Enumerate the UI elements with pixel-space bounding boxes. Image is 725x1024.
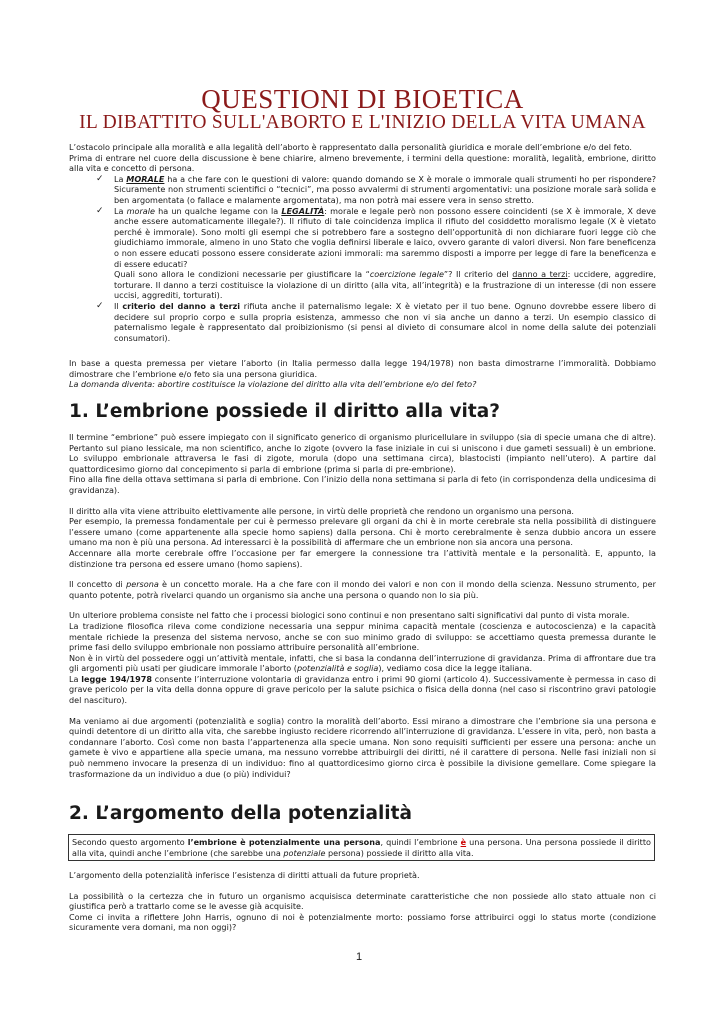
bullet-morale xyxy=(69,174,656,206)
bullet-text: ha a che fare con le questioni di valore: quando domando se X è morale o immorale quali strumenti ho per rispondere? Sicuramente non strumenti scientifici o “tecnici”, ma posso avvalermi di strumenti argomentativi: una posizione morale sarà solida e ben argomentata (o fallace e malamente argomentata), ma non potrà mai essere vera in senso stretto. xyxy=(114,173,656,205)
section-1-heading: 1. L’embrione possiede il diritto alla vita? xyxy=(69,401,500,422)
paragraph-italic: potenzialità e soglia xyxy=(296,663,379,674)
section-2-paragraph: Come ci invita a riflettere John Harris, ognuno di noi è potenzialmente morto: possiamo forse attribuirci oggi lo status morte (condizione sicuramente vera domani, ma non oggi)? xyxy=(69,911,656,933)
premise-question xyxy=(69,379,656,390)
section-2-body xyxy=(69,870,656,933)
paragraph-text: La xyxy=(69,673,82,684)
bullet-text: Quali sono allora le condizioni necessarie per giustificare la “ xyxy=(114,269,370,280)
underlined-term: danno a terzi xyxy=(512,269,568,280)
intro-paragraph-2: Prima di entrare nel cuore della discussione è bene chiarire, almeno brevemente, i termini della questione: moralità, legalità, embrione, diritto alla vita e concetto di persona. xyxy=(69,152,656,174)
box-italic: potenziale xyxy=(283,847,326,858)
check-icon: ✓ xyxy=(96,300,104,311)
keyword-danno-terzi: criterio del danno a terzi xyxy=(122,300,241,311)
section-2-paragraph: L’argomento della potenzialità inferisce l’esistenza di diritti attuali da future proprietà. xyxy=(69,870,420,880)
box-text: , quindi l’embrione xyxy=(380,837,461,847)
paragraph-text: Il concetto di xyxy=(69,579,127,590)
section-1-paragraph: Un ulteriore problema consiste nel fatto che i processi biologici sono continui e non presentano salti significativi dal punto di vista morale. xyxy=(69,610,630,621)
bullet-text: : uccidere, aggredire, torturare. Il danno a terzi costituisce la violazione di un diritto (alla vita, all’integrità) e la frustrazione di un interesse (di non essere uccisi, aggrediti, torturati). xyxy=(114,269,656,301)
box-bold: l’embrione è potenzialmente una persona xyxy=(187,837,381,847)
section-1-paragraph: Accennare alla morte cerebrale offre l’occasione per far emergere la connessione tra l’attività mentale e la personalità. E, appunto, la distinzione tra persona ed essere umano (homo sapiens). xyxy=(69,547,656,569)
bullet-text: La xyxy=(114,205,127,216)
bullet-danno-terzi xyxy=(69,301,656,343)
box-text: Secondo questo argomento xyxy=(72,837,188,847)
paragraph-bold: legge 194/1978 xyxy=(81,673,152,684)
bullet-text: La xyxy=(114,173,127,184)
bullet-italic: morale xyxy=(126,205,155,216)
section-1-paragraph: Fino alla fine della ottava settimana si parla di embrione. Con l’inizio della nona settimana si parla di feto (in corrispondenza della undicesima di gravidanza). xyxy=(69,474,656,495)
box-text: una persona. Una persona possiede il diritto alla vita, quindi anche l’embrione (che sarebbe una xyxy=(72,837,651,858)
bullet-subparagraph xyxy=(114,269,656,301)
bullet-legalita xyxy=(69,206,656,301)
bullet-text: ha un qualche legame con la xyxy=(154,205,282,216)
section-1-paragraph: Il diritto alla vita viene attribuito elettivamente alle persone, in virtù delle proprietà che rendono un organismo una persona. xyxy=(69,505,574,516)
intro-paragraph-1: L’ostacolo principale alla moralità e alla legalità dell’aborto è rappresentato dalla personalità giuridica e morale dell’embrione e/o del feto. xyxy=(69,142,632,152)
argument-box xyxy=(68,834,655,861)
box-emphasis: è xyxy=(460,837,467,847)
section-1-paragraph: Ma veniamo ai due argomenti (potenzialità e soglia) contro la moralità dell’aborto. Essi mirano a dimostrare che l’embrione sia una persona e quindi detentore di un diritto alla vita, che sarebbe ingiusto recidere ricorrendo all’interruzione di gravidanza. L’essere in vita, però, non basta a condannare l’aborto. Così come non basta l’appartenenza alla specie umana. Non sono requisiti sufficienti per essere una persona: anche un gamete è vivo e appartiene alla specie umana, ma nessuno vorrebbe attribuirgli dei diritti, né il carattere di persona. Nelle fasi iniziali non si può nemmeno invocare la presenza di un individuo: fino al quattordicesimo giorno circa è possibile la divisione gemellare. Come spiegare la trasformazione da un individuo a due (o più) individui? xyxy=(69,715,656,779)
page-number: 1 xyxy=(356,951,363,963)
bullet-text: : morale e legale però non possono essere coincidenti (se X è immorale, X deve anche essere automaticamente illegale?). Il rifiuto di tale coincidenza implica il rifiuto del cosiddetto moralismo legale (X è vietato perché è immorale). Sono molti gli esempi che si potrebbero fare a sostegno dell’opportunità di non dichiarare fuori legge ciò che giudichiamo immorale, almeno in uno Stato che voglia definirsi liberale e laico, ovvero garante di valori diversi. Non fare beneficenza o non essere educati possono essere considerate azioni immorali: ma saremmo disposti a imporre per legge di fare la beneficenza e di essere educati? xyxy=(114,205,657,269)
section-1-paragraph xyxy=(69,653,656,674)
bullet-text: Il xyxy=(114,300,123,311)
keyword-legalita: LEGALITÀ xyxy=(281,205,325,216)
premise-question-text: La domanda diventa: abortire costituisce la violazione del diritto alla vita dell’embrione e/o del feto? xyxy=(69,379,477,390)
intro-block xyxy=(69,142,656,343)
document-subtitle: IL DIBATTITO SULL'ABORTO E L'INIZIO DELLA VITA UMANA xyxy=(79,112,646,133)
paragraph-text: Non è in virtù del possedere oggi un’attività mentale, infatti, che si basa la condanna dell’interruzione di gravidanza. Prima di affrontare due tra gli argomenti più usati per giudicare immorale l’aborto ( xyxy=(69,652,656,674)
keyword-morale: MORALE xyxy=(126,173,165,184)
bullet-text: rifiuta anche il paternalismo legale: X è vietato per il tuo bene. Ognuno dovrebbe essere libero di decidere sul proprio corpo e sulla propria esistenza, ammesso che non vi sia anche un danno a terzi. Un esempio classico di paternalismo legale è rappresentato dal proibizionismo (si pensi al divieto di consumare alcol in nome della salute dei potenziali consumatori). xyxy=(114,300,656,343)
check-icon: ✓ xyxy=(96,205,104,216)
paragraph-italic: persona xyxy=(126,579,159,590)
paragraph-text: consente l’interruzione volontaria di gravidanza entro i primi 90 giorni (articolo 4). Successivamente è permessa in caso di grave pericolo per la vita della donna oppure di grave pericolo per la salute psichica o fisica della donna (nel caso si riscontrino gravi patologie del nascituro). xyxy=(69,673,656,706)
section-1-body xyxy=(69,432,656,779)
paragraph-text: ), vediamo cosa dice la legge italiana. xyxy=(378,663,533,674)
premise-paragraph: In base a questa premessa per vietare l’aborto (in Italia permesso dalla legge 194/1978) non basta dimostrarne l’immoralità. Dobbiamo dimostrare che l’embrione e/o feto sia una persona giuridica. xyxy=(69,358,656,379)
premise-block xyxy=(69,358,656,390)
paragraph-text: è un concetto morale. Ha a che fare con il mondo dei valori e non con il mondo della scienza. Nessuno strumento, per quanto potente, potrà rivelarci quando un organismo sia anche una persona o quando non lo sia più. xyxy=(69,579,656,600)
section-2-paragraph: La possibilità o la certezza che in futuro un organismo acquisisca determinate caratteristiche che non possiede allo stato attuale non ci giustifica però a trattarlo come se le avesse già acquisite. xyxy=(69,890,656,912)
bullet-text: ”? Il criterio del xyxy=(443,269,513,280)
box-text: persona) possiede il diritto alla vita. xyxy=(325,847,474,858)
document-title: QUESTIONI DI BIOETICA xyxy=(201,84,524,114)
section-1-paragraph: Il termine “embrione” può essere impiegato con il significato generico di organismo pluricellulare in sviluppo (sia di specie umana che di altre). Pertanto sul piano lessicale, ma non scientifico, anche lo zigote (ovvero la fase iniziale in cui si uniscono i due gameti sessuali) è un embrione. Lo sviluppo embrionale attraversa le fasi di zigote, morula (dopo una settimana circa), blastocisti (impianto nell’utero). A partire dal quattordicesimo giorno dal concepimento si parla di embrione (prima si parla di pre-embrione). xyxy=(69,432,656,474)
section-1-paragraph: Per esempio, la premessa fondamentale per cui è permesso prelevare gli organi da chi è in morte cerebrale sta nella possibilità di distinguere l’essere umano (come appartenente alla specie homo sapiens) dalla persona. Chi è morto cerebralmente è senza dubbio ancora un essere umano ma non è più una persona. Ad interessarci è la possibilità di affermare che un embrione non sia ancora una persona. xyxy=(69,516,656,548)
check-icon: ✓ xyxy=(96,173,104,184)
bullet-italic: coercizione legale xyxy=(369,269,444,280)
section-1-paragraph: La tradizione filosofica rileva come condizione necessaria una seppur minima capacità mentale (coscienza e autocoscienza) e la capacità mentale richiede la presenza del sistema nervoso, anche se con suo minimo grado di sviluppo: se accettiamo questa premessa durante le prime fasi dello sviluppo embrionale non possiamo attribuire personalità all’embrione. xyxy=(69,620,656,653)
section-2-heading: 2. L’argomento della potenzialità xyxy=(69,803,412,824)
section-1-paragraph xyxy=(69,579,656,600)
section-1-paragraph xyxy=(69,674,656,706)
